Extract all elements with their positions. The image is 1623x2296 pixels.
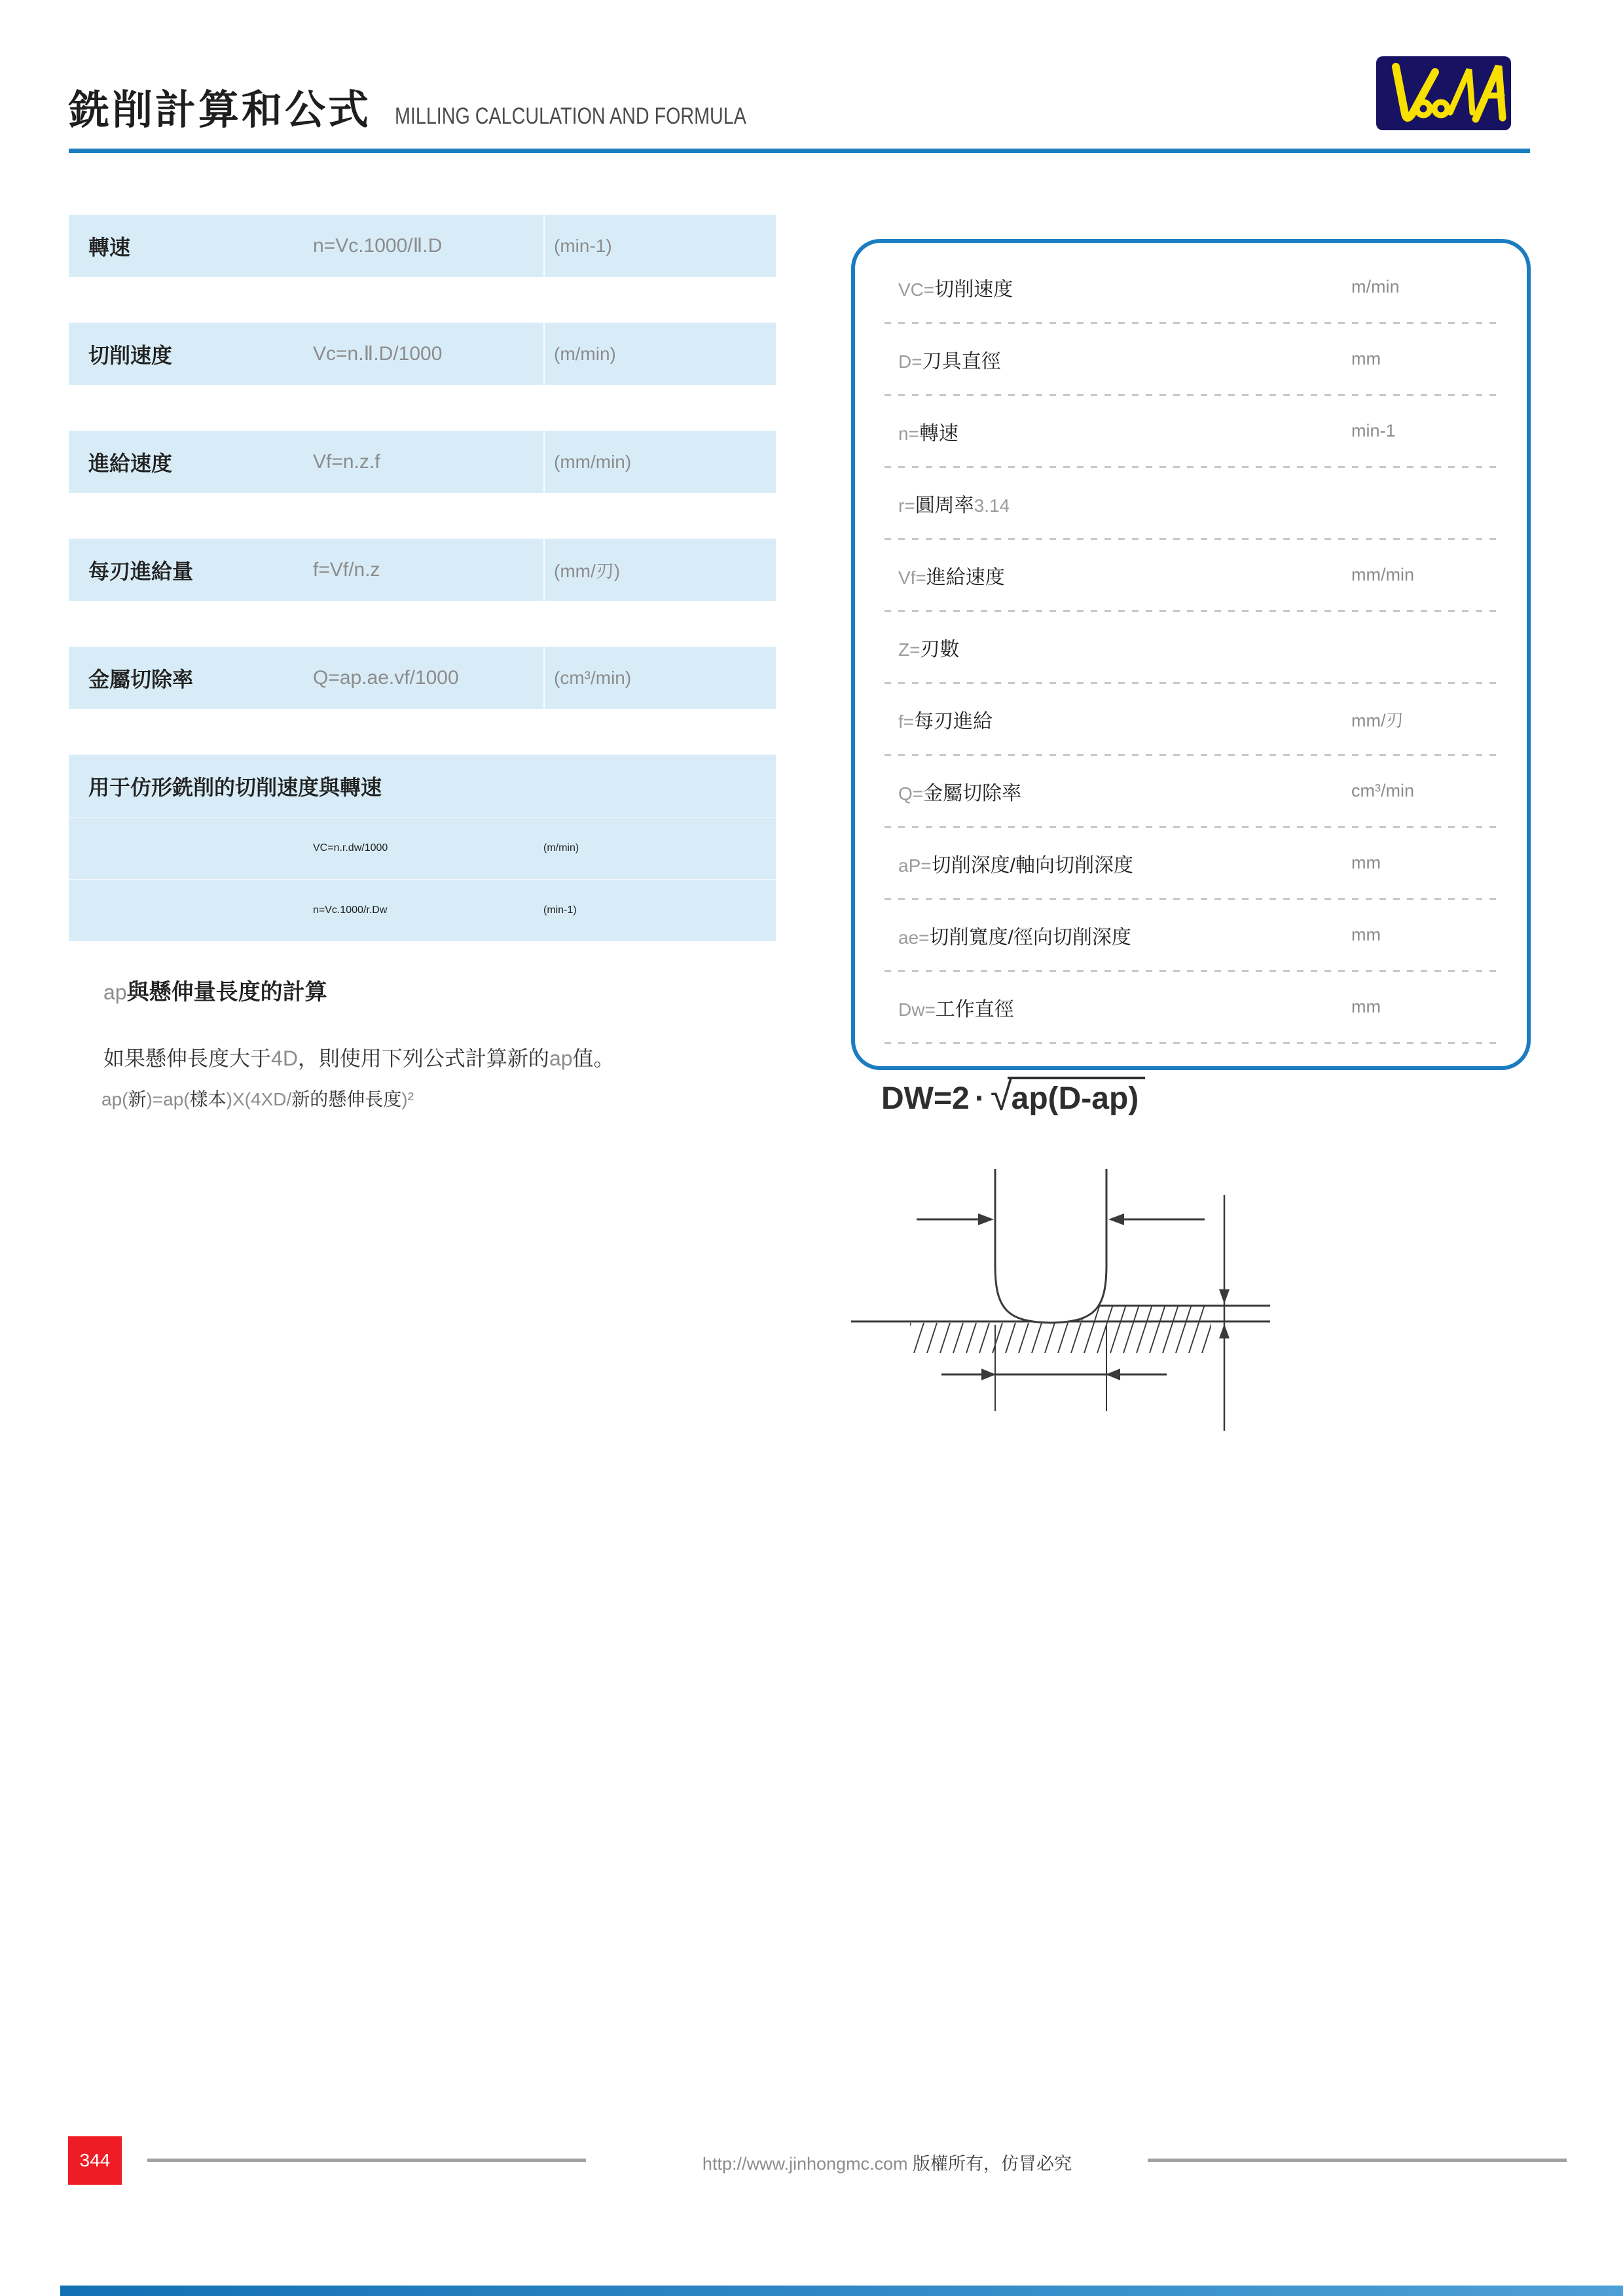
row-formula: n=Vc.1000/Ⅱ.D xyxy=(313,235,443,257)
arrow-up-icon xyxy=(1219,1324,1230,1338)
definition-label xyxy=(898,921,1351,950)
table-row xyxy=(69,323,776,385)
definition-label xyxy=(898,633,1351,662)
arrow-left-icon xyxy=(1106,1369,1120,1380)
definition-label xyxy=(898,417,1351,446)
text-segment: 4D xyxy=(271,1047,298,1070)
definition-symbol: f= xyxy=(898,711,915,732)
definition-unit: mm xyxy=(1351,997,1381,1016)
text-segment: ap( xyxy=(101,1089,128,1109)
definition-row xyxy=(855,612,1527,682)
text-segment: 值。 xyxy=(572,1047,615,1070)
definition-name: 切削速度 xyxy=(934,278,1013,300)
text-segment: 樣本 xyxy=(189,1089,227,1109)
row-formula: Vf=n.z.f xyxy=(313,450,380,473)
definition-symbol: VC= xyxy=(898,279,935,300)
row-label: 切削速度 xyxy=(88,343,173,367)
definition-name: 金屬切除率 xyxy=(923,782,1022,804)
definition-unit: mm xyxy=(1351,349,1381,368)
definition-unit: mm/min xyxy=(1351,565,1414,584)
definition-row xyxy=(855,468,1527,538)
definition-unit: mm xyxy=(1351,853,1381,872)
table-row xyxy=(69,215,776,277)
material-hatch-right xyxy=(1082,1306,1211,1353)
page-subtitle: MILLING CALCULATION AND FORMULA xyxy=(395,103,746,129)
header-divider xyxy=(69,149,1530,153)
definition-label xyxy=(898,705,1351,734)
ball-nose-tool-outline xyxy=(995,1169,1106,1323)
definition-unit: cm³/min xyxy=(1351,781,1414,800)
definition-name: 進給速度 xyxy=(926,566,1005,588)
definition-name: 切削寬度/徑向切削深度 xyxy=(929,926,1131,948)
definition-symbol: r= xyxy=(898,495,915,516)
definition-label xyxy=(898,561,1351,590)
row-formula: VC=n.r.dw/1000 xyxy=(313,842,388,853)
definitions-box xyxy=(851,239,1531,1070)
definition-unit: mm/刃 xyxy=(1351,711,1404,730)
footer-copyright: 版權所有，仿冒必究 xyxy=(907,2154,1072,2174)
row-formula: n=Vc.1000/r.Dw xyxy=(313,905,388,916)
definition-symbol: D= xyxy=(898,351,922,372)
radical-sign: √ xyxy=(990,1075,1012,1119)
row-label: 金屬切除率 xyxy=(88,667,194,691)
definition-label xyxy=(898,993,1351,1022)
definition-row xyxy=(855,900,1527,970)
row-unit: (m/min) xyxy=(543,323,776,385)
definition-row xyxy=(855,540,1527,610)
text-segment: 新的懸伸長度 xyxy=(291,1089,402,1109)
text-segment: 新 xyxy=(128,1089,147,1109)
formula-lead: DW=2 xyxy=(881,1081,970,1116)
definition-row xyxy=(855,324,1527,394)
definition-symbol: Vf= xyxy=(898,567,926,588)
text-segment: )=ap( xyxy=(146,1089,190,1109)
definition-row xyxy=(855,396,1527,466)
formula-dot: · xyxy=(974,1081,985,1116)
definition-row xyxy=(855,828,1527,898)
definition-label xyxy=(898,849,1351,878)
dw-formula xyxy=(881,1077,1145,1117)
definition-row xyxy=(855,684,1527,754)
definition-unit: min-1 xyxy=(1351,421,1396,440)
row-label: 進給速度 xyxy=(88,451,173,475)
definition-row xyxy=(855,756,1527,826)
row-unit: (mm/刃) xyxy=(543,539,776,601)
table-row xyxy=(69,817,776,879)
text-segment: )² xyxy=(401,1089,414,1109)
table-row xyxy=(69,879,776,941)
bottom-blue-bar xyxy=(60,2286,1623,2296)
ap-title-text: 與懸伸量長度的計算 xyxy=(126,980,327,1005)
dashed-divider xyxy=(884,1042,1497,1044)
definition-unit: m/min xyxy=(1351,277,1400,296)
brand-logo-icon xyxy=(1376,56,1511,130)
definition-symbol: aP= xyxy=(898,855,932,876)
group-title-row xyxy=(69,755,776,817)
definition-label xyxy=(898,489,1351,518)
ap-section-title xyxy=(103,974,327,1006)
row-label: 轉速 xyxy=(88,235,131,259)
contour-milling-group xyxy=(69,755,776,941)
footer-text xyxy=(622,2149,1152,2175)
table-row xyxy=(69,431,776,493)
arrow-left-icon xyxy=(1108,1213,1124,1225)
row-unit: (min-1) xyxy=(543,905,577,916)
definition-name: 刀具直徑 xyxy=(922,350,1001,372)
definition-name: 工作直徑 xyxy=(935,998,1014,1020)
text-segment: )X(4XD/ xyxy=(226,1089,292,1109)
row-unit: (m/min) xyxy=(543,842,579,853)
footer-rule-left xyxy=(147,2159,586,2162)
row-unit: (mm/min) xyxy=(543,431,776,493)
row-label: 每刃進給量 xyxy=(88,559,194,583)
page-header xyxy=(69,77,824,135)
ball-nose-cutter-diagram xyxy=(838,1164,1296,1445)
arrow-right-icon xyxy=(981,1369,996,1380)
formula-table xyxy=(69,215,776,941)
definition-unit: mm xyxy=(1351,925,1381,944)
definition-value: 3.14 xyxy=(974,495,1010,516)
text-segment: 如果懸伸長度大于 xyxy=(103,1047,272,1070)
row-formula: f=Vf/n.z xyxy=(313,558,380,581)
definition-label xyxy=(898,777,1351,806)
ap-title-prefix: ap xyxy=(103,980,127,1004)
group-title: 用于仿形銑削的切削速度與轉速 xyxy=(88,775,382,799)
definition-label xyxy=(898,273,1351,302)
formula-radicand: ap(D-ap) xyxy=(1008,1077,1146,1117)
definition-row xyxy=(855,252,1527,322)
definition-name: 轉速 xyxy=(919,422,958,444)
definition-name: 圓周率 xyxy=(915,494,974,516)
definition-name: 每刃進給 xyxy=(914,710,993,732)
definition-symbol: Z= xyxy=(898,639,921,660)
arrow-down-icon xyxy=(1219,1289,1230,1304)
row-formula: Q=ap.ae.vf/1000 xyxy=(313,666,459,689)
definition-symbol: ae= xyxy=(898,927,930,948)
definition-row xyxy=(855,972,1527,1042)
page-number-badge: 344 xyxy=(68,2136,122,2185)
definition-name: 刃數 xyxy=(920,638,960,660)
row-unit: (cm³/min) xyxy=(543,647,776,709)
text-segment: ，則使用下列公式計算新的 xyxy=(297,1047,549,1070)
definition-symbol: Q= xyxy=(898,783,924,804)
definition-symbol: n= xyxy=(898,423,919,444)
ap-section-line1 xyxy=(103,1042,615,1072)
row-unit: (min-1) xyxy=(543,215,776,277)
arrow-right-icon xyxy=(978,1213,994,1225)
definition-symbol: Dw= xyxy=(898,999,936,1020)
ap-section-formula xyxy=(101,1085,414,1111)
table-row xyxy=(69,647,776,709)
row-formula: Vc=n.Ⅱ.D/1000 xyxy=(313,343,443,365)
text-segment: ap xyxy=(549,1047,573,1070)
page-title: 銑削計算和公式 xyxy=(69,88,372,133)
definition-name: 切削深度/軸向切削深度 xyxy=(931,854,1133,876)
table-row xyxy=(69,539,776,601)
footer-url: http://www.jinhongmc.com xyxy=(702,2154,908,2174)
definition-label xyxy=(898,345,1351,374)
footer-rule-right xyxy=(1148,2159,1567,2162)
